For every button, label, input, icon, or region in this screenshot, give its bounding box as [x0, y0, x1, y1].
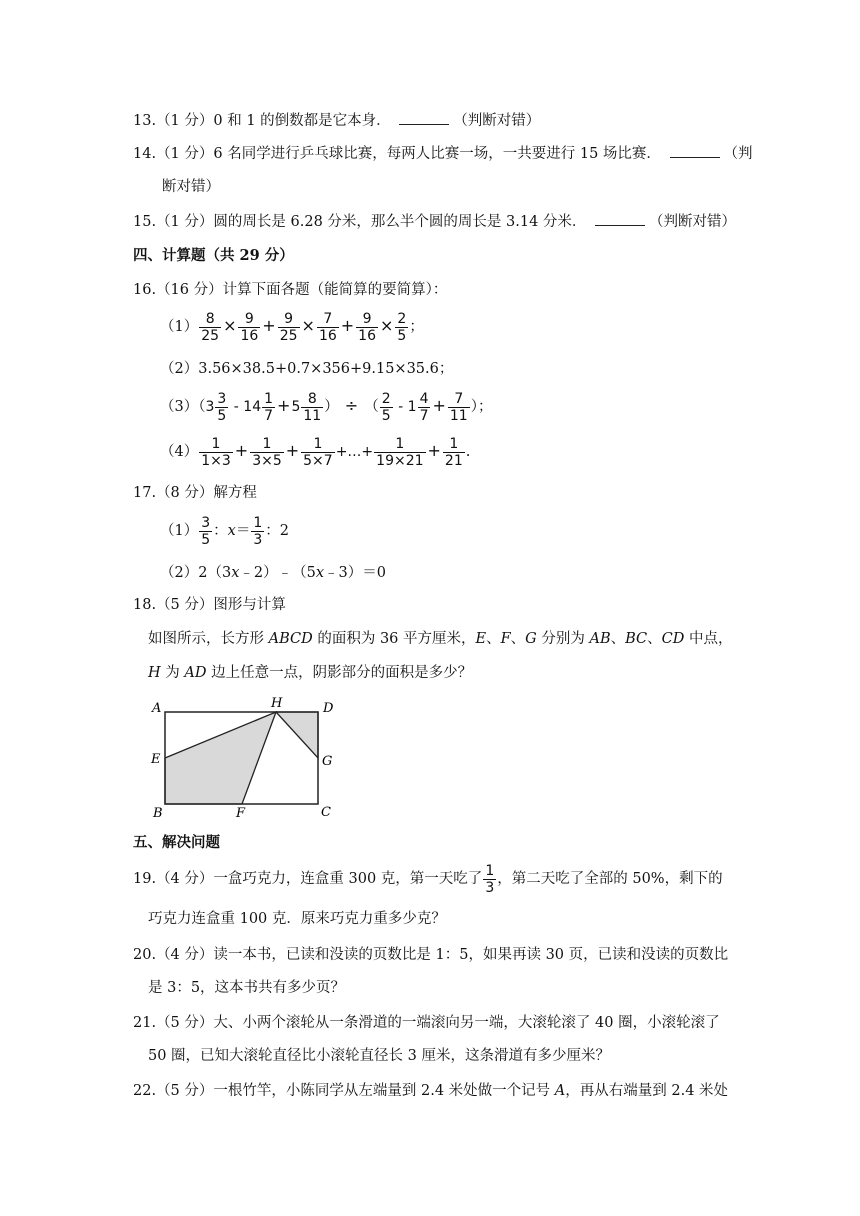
question-16: 16.（16 分）计算下面各题（能简算的要简算）： — [133, 282, 448, 298]
fraction: $\frac{1}{5\times 7}$ — [303, 435, 333, 469]
q17-part-2: （2）2（3x﹣2）﹣（5x﹣3）＝0 — [160, 565, 386, 581]
fraction: $\frac{2}{5}$ — [397, 310, 407, 344]
q18-desc-2: H 为 AD 边上任意一点，阴影部分的面积是多少？ — [148, 665, 473, 681]
label-c: C — [321, 805, 331, 820]
rectangle-figure — [145, 692, 345, 822]
question-21: 21.（5 分）大、小两个滚轮从一条滑道的一端滚向另一端，大滚轮滚了 40 圈，小滚轮滚了 — [133, 1015, 720, 1031]
question-13: 13.（1 分）0 和 1 的倒数都是它本身． （判断对错） — [133, 110, 540, 132]
q18-desc-1: 如图所示，长方形 ABCD 的面积为 36 平方厘米，E、F、G 分别为 AB、BC、CD 中点， — [148, 631, 733, 647]
label-a: A — [152, 701, 162, 716]
answer-blank[interactable] — [595, 211, 645, 226]
fraction: $\frac{1}{19\times 21}$ — [376, 435, 424, 469]
question-20-cont: 是 3：5，这本书共有多少页？ — [148, 980, 346, 996]
question-19-cont: 巧克力连盒重 100 克．原来巧克力重多少克？ — [148, 911, 446, 927]
section-heading-5: 五、解决问题 — [133, 834, 220, 851]
fraction: $\frac{9}{16}$ — [240, 310, 259, 344]
fraction: $\frac{1}{3\times 5}$ — [252, 435, 282, 469]
q16-part-2: （2）3.56×38.5+0.7×356+9.15×35.6； — [160, 361, 454, 377]
question-18: 18.（5 分）图形与计算 — [133, 597, 286, 613]
fraction: $\frac{1}{21}$ — [444, 435, 463, 469]
question-14-cont: 断对错） — [162, 179, 220, 195]
fraction: $\frac{8}{25}$ — [201, 310, 220, 344]
fraction: $\frac{7}{16}$ — [318, 310, 337, 344]
label-g: G — [322, 754, 333, 769]
question-17: 17.（8 分）解方程 — [133, 485, 257, 501]
label-e: E — [151, 752, 161, 767]
label-f: F — [236, 806, 246, 821]
answer-blank[interactable] — [399, 110, 449, 125]
fraction: $\frac{8}{11}$ — [303, 390, 322, 424]
fraction: $\frac{9}{16}$ — [358, 310, 376, 344]
label-d: D — [323, 701, 334, 716]
q16-part-1: （1） $\frac{8}{25}$ × $\frac{9}{16}$ + $\frac{9}{25}$ × $\frac{7}{16}$ + $\frac{9}{16}$ × $\frac{2}{5}$ ； — [160, 310, 424, 344]
section-heading-4: 四、计算题（共 29 分） — [133, 247, 294, 264]
question-15: 15.（1 分）圆的周长是 6.28 分米，那么半个圆的周长是 3.14 分米． （判断对错） — [133, 211, 736, 233]
fraction: $\frac{3}{5}$ — [217, 390, 227, 424]
answer-blank[interactable] — [670, 143, 720, 158]
shaded-region-right — [276, 712, 318, 758]
fraction: $\frac{4}{7}$ — [419, 390, 429, 424]
question-20: 20.（4 分）读一本书，已读和没读的页数比是 1：5，如果再读 30 页，已读和没读的页数比 — [133, 947, 729, 963]
question-19: 19.（4 分）一盒巧克力，连盒重 300 克，第一天吃了 $\frac{1}{3}$ ，第二天吃了全部的 50%，剩下的 — [133, 862, 723, 896]
fraction: $\frac{3}{5}$ — [201, 514, 211, 548]
fraction: $\frac{1}{1\times 3}$ — [201, 435, 231, 469]
fraction: $\frac{1}{3}$ — [485, 862, 495, 896]
q16-part-4: （4） $\frac{1}{1\times 3}$ + $\frac{1}{3\times 5}$ + $\frac{1}{5\times 7}$ +…+ $\frac{1}{19\times 21}$ + $\frac{1}{21}$ . — [160, 435, 471, 469]
question-14: 14.（1 分）6 名同学进行乒乓球比赛，每两人比赛一场，一共要进行 15 场比赛． （判 — [133, 143, 753, 165]
question-22: 22.（5 分）一根竹竿，小陈同学从左端量到 2.4 米处做一个记号 A，再从右端量到 2.4 米处 — [133, 1083, 729, 1099]
fraction: $\frac{1}{7}$ — [264, 390, 274, 424]
fraction: $\frac{2}{5}$ — [381, 390, 391, 424]
q16-part-3: （3）（3 $\frac{3}{5}$ - 14 $\frac{1}{7}$ +5 $\frac{8}{11}$ ） ÷ （ $\frac{2}{5}$ - 1 $\frac{4}{7}$ + $\frac{7}{11}$ ）； — [160, 390, 493, 424]
fraction: $\frac{9}{25}$ — [279, 310, 298, 344]
label-b: B — [153, 806, 163, 821]
label-h: H — [271, 696, 283, 711]
fraction: $\frac{7}{11}$ — [449, 390, 468, 424]
shaded-region-left — [165, 712, 276, 804]
question-21-cont: 50 圈，已知大滚轮直径比小滚轮直径长 3 厘米，这条滑道有多少厘米？ — [148, 1048, 611, 1064]
q17-part-1: （1） $\frac{3}{5}$ ：x＝ $\frac{1}{3}$ ：2 — [160, 514, 289, 548]
fraction: $\frac{1}{3}$ — [253, 514, 263, 548]
